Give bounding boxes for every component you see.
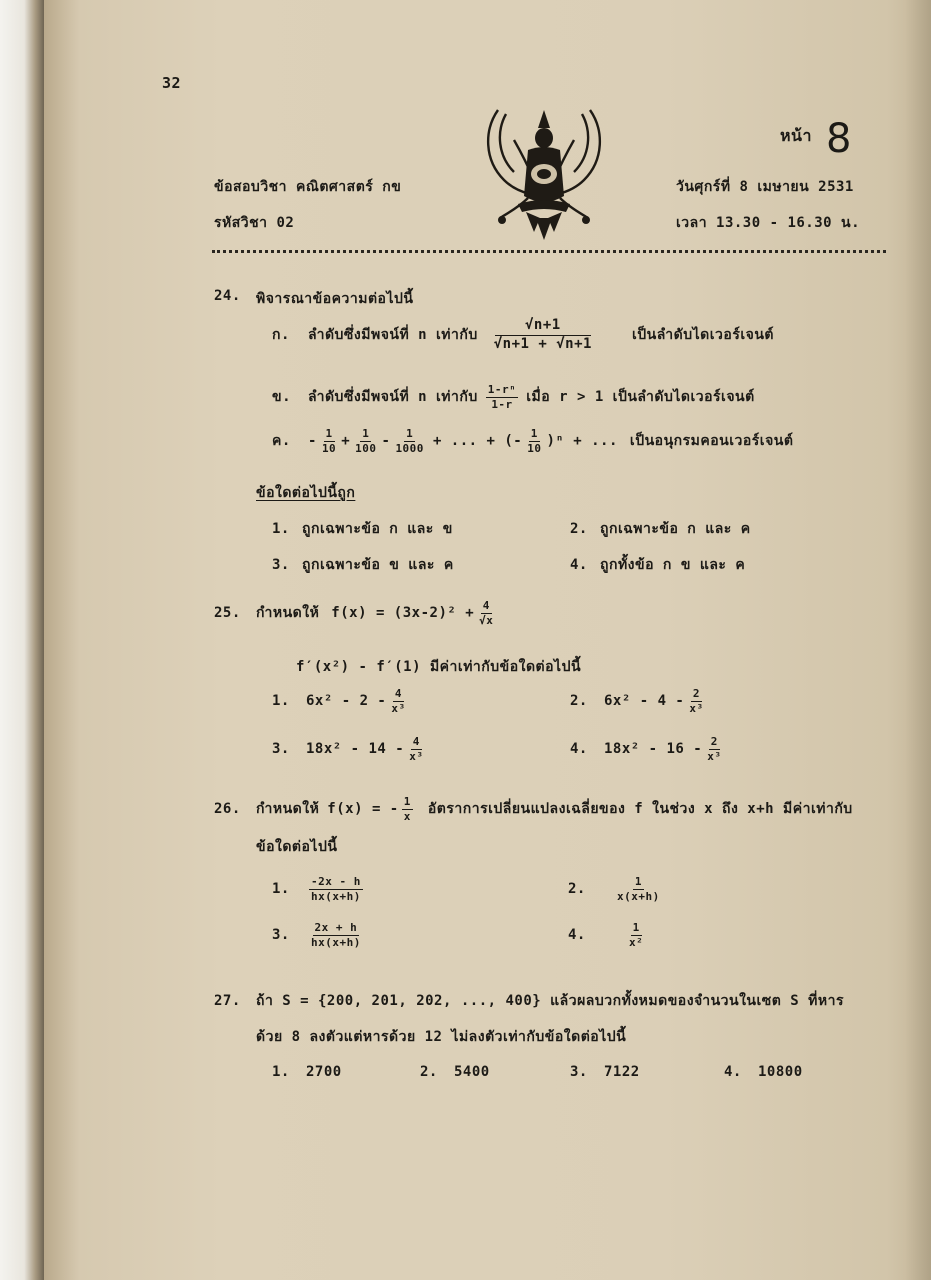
page-label: หน้า bbox=[780, 126, 812, 145]
q24-c-frac-3-num: 1 bbox=[406, 427, 414, 440]
q26-function: f(x) = - bbox=[327, 801, 399, 818]
q24-c-frac-1-num: 1 bbox=[325, 427, 333, 440]
q26-stem-tail: อัตราการเปลี่ยนแปลงเฉลี่ยของ f ในช่วง x ถึง x+h มีค่าเท่ากับ bbox=[427, 801, 853, 818]
q26-prompt: ข้อใดต่อไปนี้ bbox=[256, 839, 338, 855]
choice-number: 4. bbox=[570, 557, 588, 573]
q24-b-denominator: 1-r bbox=[491, 397, 513, 411]
choice-den: x³ bbox=[707, 749, 722, 763]
choice-number: 2. bbox=[570, 693, 588, 710]
binding-edge bbox=[0, 0, 44, 1280]
choice-lead: 6x² - 2 - bbox=[306, 693, 387, 710]
q25-expr: f′(x²) - f′(1) bbox=[296, 659, 422, 675]
choice-number: 2. bbox=[570, 521, 588, 537]
choice-lead: 18x² - 16 - bbox=[604, 741, 703, 758]
q24-c-frac-1-den: 10 bbox=[321, 441, 337, 455]
q26-choice-3 bbox=[272, 922, 366, 948]
q24-c-plus-2: + ... + (- bbox=[432, 433, 523, 450]
choice-number: 1. bbox=[272, 521, 290, 537]
q24-b-numerator: 1-rⁿ bbox=[487, 383, 517, 396]
choice-text: ถูกทั้งข้อ ก ข และ ค bbox=[600, 557, 746, 573]
q24-b-label: ข. bbox=[272, 389, 291, 406]
garuda-emblem-icon bbox=[478, 100, 610, 242]
q27-number: 27. bbox=[214, 993, 241, 1009]
page-shadow bbox=[905, 0, 931, 1280]
q26-function-fraction bbox=[402, 796, 413, 822]
choice-fraction bbox=[687, 688, 705, 714]
exam-subject: ข้อสอบวิชา คณิตศาสตร์ กข bbox=[214, 179, 402, 195]
choice-fraction bbox=[389, 688, 407, 714]
q24-c-label: ค. bbox=[272, 433, 291, 450]
q24-c-frac-4-num: 1 bbox=[530, 427, 538, 440]
q24-choice-3 bbox=[272, 554, 454, 576]
choice-number: 3. bbox=[272, 741, 290, 758]
choice-number: 3. bbox=[272, 557, 290, 573]
choice-fraction bbox=[627, 922, 645, 948]
choice-den: x² bbox=[629, 935, 644, 949]
q24-c-frac-4-den: 10 bbox=[527, 441, 542, 455]
choice-number: 3. bbox=[272, 927, 290, 944]
choice-den: x³ bbox=[409, 749, 424, 763]
q25-choice-1 bbox=[272, 688, 411, 714]
q27-choice-2 bbox=[420, 1064, 490, 1080]
q25-expression bbox=[296, 656, 581, 678]
choice-num: 1 bbox=[632, 921, 640, 934]
q26-stem bbox=[214, 796, 853, 822]
choice-number: 1. bbox=[272, 881, 290, 898]
q24-c-plus-1: + bbox=[341, 433, 351, 450]
q26-choice-4 bbox=[568, 922, 648, 948]
choice-num: 4 bbox=[412, 735, 420, 748]
choice-text: ถูกเฉพาะข้อ ข และ ค bbox=[302, 557, 454, 573]
choice-den: hx(x+h) bbox=[311, 889, 361, 903]
q24-c-frac-2-num: 1 bbox=[362, 427, 370, 440]
q26-fraction-den: x bbox=[403, 809, 411, 823]
q24-statement-a bbox=[272, 318, 774, 351]
q25-stem bbox=[214, 600, 498, 626]
q24-number: 24. bbox=[214, 288, 241, 304]
header-divider bbox=[212, 250, 886, 253]
choice-text: ถูกเฉพาะข้อ ก และ ข bbox=[302, 521, 453, 537]
choice-lead: 6x² - 4 - bbox=[604, 693, 685, 710]
choice-den: x³ bbox=[391, 701, 406, 715]
q25-expr-tail: มีค่าเท่ากับข้อใดต่อไปนี้ bbox=[429, 659, 582, 675]
q24-a-fraction bbox=[492, 318, 594, 351]
choice-text: 2700 bbox=[306, 1064, 342, 1080]
q24-c-frac-1 bbox=[320, 428, 338, 454]
choice-text: 7122 bbox=[604, 1064, 640, 1080]
q24-b-fraction bbox=[486, 384, 519, 410]
choice-fraction bbox=[309, 922, 363, 948]
q25-choice-2 bbox=[570, 688, 709, 714]
q27-choice-4 bbox=[724, 1064, 803, 1080]
q24-choice-4 bbox=[570, 554, 745, 576]
q24-choice-2 bbox=[570, 518, 751, 540]
choice-num: -2x - h bbox=[311, 875, 361, 888]
choice-num: 2 bbox=[710, 735, 718, 748]
choice-number: 2. bbox=[568, 881, 586, 898]
q24-b-tail: เมื่อ r > 1 เป็นลำดับไดเวอร์เจนต์ bbox=[526, 389, 755, 406]
q25-given: กำหนดให้ bbox=[256, 605, 320, 622]
q24-c-frac-2 bbox=[353, 428, 378, 454]
choice-number: 4. bbox=[568, 927, 586, 944]
q24-prompt: ข้อใดต่อไปนี้ถูก bbox=[256, 485, 356, 501]
choice-num: 2x + h bbox=[314, 921, 358, 934]
choice-number: 3. bbox=[570, 1064, 588, 1080]
q24-c-minus: - bbox=[381, 433, 391, 450]
q24-a-tail: เป็นลำดับไดเวอร์เจนต์ bbox=[631, 326, 774, 343]
q24-a-denominator: √n+1 + √n+1 bbox=[493, 335, 592, 352]
q24-c-frac-3-den: 1000 bbox=[395, 441, 424, 455]
q27-choice-1 bbox=[272, 1064, 342, 1080]
choice-num: 1 bbox=[634, 875, 642, 888]
q26-given: กำหนดให้ bbox=[256, 801, 320, 818]
choice-fraction bbox=[615, 876, 662, 902]
q24-statement-b bbox=[272, 384, 755, 410]
q25-choice-4 bbox=[570, 736, 726, 762]
q26-choice-2 bbox=[568, 876, 665, 902]
q24-statement-c bbox=[272, 428, 793, 454]
q25-function: f(x) = (3x-2)² + bbox=[331, 605, 475, 622]
corner-page-number: 32 bbox=[162, 74, 182, 92]
choice-den: x(x+h) bbox=[617, 889, 660, 903]
q25-number: 25. bbox=[214, 605, 241, 622]
choice-number: 2. bbox=[420, 1064, 438, 1080]
exam-code: รหัสวิชา 02 bbox=[214, 215, 295, 231]
choice-number: 1. bbox=[272, 1064, 290, 1080]
q24-stem: พิจารณาข้อความต่อไปนี้ bbox=[256, 291, 414, 307]
choice-fraction bbox=[309, 876, 363, 902]
q24-c-tail: เป็นอนุกรมคอนเวอร์เจนต์ bbox=[629, 433, 794, 450]
q24-c-frac-3 bbox=[393, 428, 426, 454]
choice-num: 4 bbox=[394, 687, 403, 700]
q26-choice-1 bbox=[272, 876, 366, 902]
q26-fraction-num: 1 bbox=[403, 795, 411, 808]
page-number: 8 bbox=[826, 116, 852, 162]
q24-c-frac-4 bbox=[525, 428, 543, 454]
q24-c-frac-2-den: 100 bbox=[355, 441, 377, 455]
q24-choice-1 bbox=[272, 518, 453, 540]
choice-number: 1. bbox=[272, 693, 290, 710]
q27-stem-line-1 bbox=[214, 990, 844, 1012]
q24-c-sign: - bbox=[308, 433, 317, 450]
choice-den: x³ bbox=[689, 701, 704, 715]
exam-date: วันศุกร์ที่ 8 เมษายน 2531 bbox=[676, 179, 854, 195]
choice-number: 4. bbox=[724, 1064, 742, 1080]
q25-fraction-den: √x bbox=[479, 613, 494, 627]
q24-b-text: ลำดับซึ่งมีพจน์ที่ n เท่ากับ bbox=[308, 389, 478, 406]
exam-time: เวลา 13.30 - 16.30 น. bbox=[676, 215, 861, 231]
choice-num: 2 bbox=[692, 687, 701, 700]
choice-den: hx(x+h) bbox=[311, 935, 361, 949]
q27-line-1: ถ้า S = {200, 201, 202, ..., 400} แล้วผลบวกทั้งหมดของจำนวนในเซต S ที่หาร bbox=[256, 993, 845, 1009]
choice-lead: 18x² - 14 - bbox=[306, 741, 405, 758]
choice-fraction bbox=[407, 736, 425, 762]
choice-text: 5400 bbox=[454, 1064, 490, 1080]
q26-number: 26. bbox=[214, 801, 241, 818]
q25-function-fraction bbox=[477, 600, 495, 626]
q25-fraction-num: 4 bbox=[482, 599, 490, 612]
q27-stem-line-2: ด้วย 8 ลงตัวแต่หารด้วย 12 ไม่ลงตัวเท่ากับข้อใดต่อไปนี้ bbox=[256, 1029, 627, 1045]
q25-choice-3 bbox=[272, 736, 428, 762]
choice-fraction bbox=[705, 736, 723, 762]
q24-a-text: ลำดับซึ่งมีพจน์ที่ n เท่ากับ bbox=[308, 326, 478, 343]
q24-c-close: )ⁿ + ... bbox=[546, 433, 618, 450]
choice-text: ถูกเฉพาะข้อ ก และ ค bbox=[600, 521, 751, 537]
q24-a-numerator: √n+1 bbox=[495, 318, 591, 336]
q24-a-label: ก. bbox=[272, 326, 290, 343]
choice-text: 10800 bbox=[758, 1064, 803, 1080]
choice-number: 4. bbox=[570, 741, 588, 758]
q27-choice-3 bbox=[570, 1064, 640, 1080]
